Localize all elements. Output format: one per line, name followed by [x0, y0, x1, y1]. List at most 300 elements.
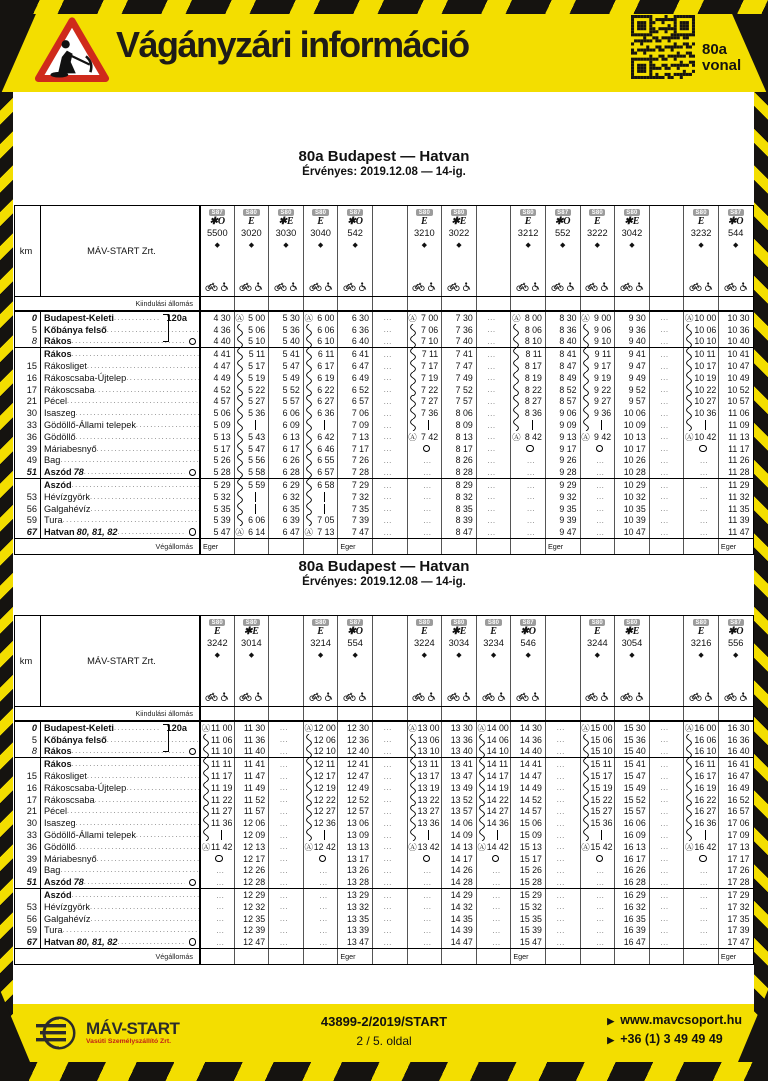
departure-time: 15 11 — [590, 759, 612, 770]
time-cell — [545, 841, 580, 853]
spacer-cell — [407, 297, 442, 310]
diamond-icon: ◆ — [560, 242, 566, 249]
pass-through-bar — [324, 420, 325, 430]
no-service-dots: ... — [660, 723, 669, 733]
no-service-dots: ... — [279, 890, 289, 900]
time-cell — [372, 515, 407, 527]
departure-time: 13 42 — [417, 841, 440, 852]
time-cell — [614, 865, 649, 877]
km-cell — [15, 782, 41, 794]
terminus-row — [15, 538, 753, 554]
time-cell — [545, 925, 580, 937]
km-cell — [15, 466, 41, 478]
time-cell — [476, 806, 511, 818]
table-row — [15, 336, 753, 349]
time-cell — [303, 782, 338, 794]
train-number: 3224 — [414, 638, 435, 648]
no-service-dots: ... — [423, 865, 432, 875]
time-cell — [441, 431, 476, 443]
time-cell — [199, 817, 234, 829]
time-cell — [303, 312, 338, 324]
departure-time: 11 10 — [211, 746, 233, 757]
time-cell — [683, 455, 718, 467]
station-name: Kőbánya felső — [44, 734, 107, 745]
train-type-symbol: ✱E — [278, 216, 294, 227]
wheelchair-icon — [531, 692, 540, 701]
km-cell — [15, 794, 41, 806]
departure-time: 15 57 — [623, 806, 646, 817]
departure-time: 6 40 — [351, 336, 369, 347]
bicycle-icon — [724, 692, 737, 701]
departure-time: 13 49 — [450, 782, 473, 793]
time-cell — [476, 913, 511, 925]
departure-time: 9 28 — [559, 467, 577, 478]
connecting-lines: 78 — [73, 877, 84, 888]
time-cell — [268, 443, 303, 455]
departure-time: 8 00 — [524, 312, 542, 323]
terminus-row — [15, 948, 753, 964]
time-cell — [337, 746, 372, 758]
departure-time: 4 57 — [213, 396, 231, 407]
departure-time: 9 35 — [559, 503, 577, 514]
time-cell — [337, 348, 372, 360]
no-service-dots: ... — [216, 877, 225, 887]
departure-time: 16 22 — [694, 794, 717, 805]
dot-leader — [107, 325, 199, 335]
departure-time: 6 47 — [351, 361, 369, 372]
time-cell — [234, 817, 269, 829]
time-cell — [476, 372, 511, 384]
departure-time: 7 13 — [317, 527, 335, 538]
time-cell — [372, 466, 407, 478]
time-cell — [580, 491, 615, 503]
time-cell — [337, 901, 372, 913]
diamond-icon: ◆ — [733, 242, 739, 249]
time-cell — [441, 817, 476, 829]
departure-time: 17 32 — [727, 901, 750, 912]
wavy-line-icon — [304, 454, 314, 466]
diamond-icon: ◆ — [594, 652, 601, 659]
spacer-cell — [718, 297, 753, 310]
wavy-line-icon — [477, 794, 487, 806]
departure-time: 6 41 — [351, 349, 369, 360]
table-row — [15, 396, 753, 408]
wavy-line-icon — [684, 794, 694, 806]
time-cell — [683, 396, 718, 408]
time-cell — [614, 853, 649, 865]
departure-time: 11 47 — [243, 771, 266, 782]
departure-time: 13 47 — [346, 937, 369, 948]
time-cell — [441, 901, 476, 913]
spacer-cell — [337, 297, 372, 310]
wavy-line-icon — [477, 734, 487, 746]
departure-time: 10 10 — [694, 336, 717, 347]
no-service-dots: ... — [383, 842, 392, 852]
time-cell — [545, 829, 580, 841]
time-cell — [337, 794, 372, 806]
footnote-a-icon: Ⓐ — [512, 432, 521, 442]
station-name-cell — [41, 925, 199, 937]
no-service-dots: ... — [556, 865, 565, 875]
station-name-cell — [41, 466, 199, 478]
departure-time: 7 17 — [421, 361, 439, 372]
time-cell — [510, 407, 545, 419]
km-value: 21 — [26, 396, 37, 407]
time-cell — [337, 479, 372, 491]
origin-row — [15, 707, 753, 722]
km-cell — [15, 479, 41, 491]
departure-time: 16 39 — [623, 925, 646, 936]
station-name: Hévízgyörk — [44, 491, 90, 502]
time-cell — [718, 865, 753, 877]
station-name: Aszód — [44, 480, 72, 491]
departure-time: 17 17 — [727, 853, 750, 864]
time-cell — [441, 746, 476, 758]
departure-time: 5 52 — [282, 384, 300, 395]
timetable-section-2 — [14, 558, 754, 965]
time-cell — [234, 466, 269, 478]
departure-time: 13 29 — [346, 890, 369, 901]
departure-time: 5 39 — [213, 515, 231, 526]
train-category-badge: S80 — [624, 209, 640, 216]
time-cell — [407, 419, 442, 431]
time-cell — [337, 407, 372, 419]
departure-time: 8 47 — [559, 361, 577, 372]
timetable-table-2 — [14, 615, 754, 965]
departure-time: 8 35 — [455, 503, 473, 514]
departure-time: 11 27 — [211, 806, 233, 817]
footnote-a-icon: Ⓐ — [304, 527, 314, 537]
departure-time: 16 29 — [623, 890, 646, 901]
time-cell — [234, 758, 269, 770]
terminus-circle-icon — [423, 445, 431, 453]
time-cell — [337, 829, 372, 841]
bicycle-icon — [309, 282, 322, 291]
spacer-cell — [683, 297, 718, 310]
train-number: 552 — [554, 228, 571, 238]
time-cell — [476, 407, 511, 419]
time-cell — [476, 336, 511, 348]
time-cell — [199, 491, 234, 503]
no-service-dots: ... — [423, 467, 432, 477]
departure-time: 11 42 — [211, 841, 233, 852]
time-cell — [234, 853, 269, 865]
footer-band — [0, 1004, 768, 1062]
time-cell — [268, 889, 303, 901]
departure-time: 16 26 — [623, 865, 646, 876]
wavy-line-icon — [581, 746, 591, 758]
time-cell — [545, 734, 580, 746]
train-category-badge: S87 — [209, 209, 225, 216]
time-cell — [683, 491, 718, 503]
departure-time: 12 09 — [243, 830, 266, 841]
no-service-dots: ... — [700, 492, 709, 502]
time-cell — [372, 479, 407, 491]
bicycle-icon — [551, 282, 564, 291]
departure-time: 9 17 — [594, 361, 612, 372]
terminus-cell — [407, 949, 442, 964]
departure-time: 11 57 — [243, 806, 266, 817]
service-icons — [205, 282, 229, 291]
departure-time: 5 59 — [248, 480, 266, 491]
time-cell — [234, 407, 269, 419]
wavy-line-icon — [408, 419, 418, 431]
departure-time: 17 09 — [727, 830, 750, 841]
departure-time: 10 17 — [623, 443, 646, 454]
time-cell — [649, 491, 684, 503]
departure-time: 13 57 — [450, 806, 473, 817]
departure-time: 9 39 — [559, 515, 577, 526]
wavy-line-icon — [477, 770, 487, 782]
time-cell — [407, 865, 442, 877]
time-cell — [545, 770, 580, 782]
no-service-dots: ... — [492, 865, 501, 875]
time-cell — [234, 419, 269, 431]
departure-time: 16 30 — [727, 722, 750, 733]
departure-time: 14 47 — [450, 937, 473, 948]
departure-time: 5 27 — [248, 396, 266, 407]
time-cell — [545, 794, 580, 806]
km-value: 17 — [26, 794, 37, 805]
terminus-cell — [545, 539, 580, 554]
train-header-stack — [408, 206, 442, 296]
departure-time: 10 27 — [694, 396, 717, 407]
time-cell — [441, 876, 476, 888]
departure-time: 14 49 — [519, 782, 542, 793]
time-cell — [476, 348, 511, 360]
no-service-dots: ... — [383, 515, 392, 525]
departure-time: 5 30 — [282, 312, 300, 323]
departure-time: 8 17 — [455, 443, 473, 454]
departure-time: 11 35 — [728, 503, 750, 514]
time-cell — [199, 936, 234, 948]
time-cell — [718, 455, 753, 467]
departure-time: 16 40 — [727, 746, 750, 757]
table-row — [15, 443, 753, 455]
time-cell — [372, 722, 407, 734]
hazard-stripe-top — [0, 0, 768, 14]
time-cell — [303, 936, 338, 948]
time-cell — [441, 443, 476, 455]
departure-time: 11 29 — [728, 480, 750, 491]
no-service-dots: ... — [660, 313, 669, 323]
spacer-cell — [372, 707, 407, 720]
wavy-line-icon — [684, 419, 694, 431]
wheelchair-icon — [220, 282, 229, 291]
km-cell — [15, 503, 41, 515]
no-service-dots: ... — [279, 723, 289, 733]
time-cell — [199, 770, 234, 782]
departure-time: 9 30 — [628, 312, 646, 323]
time-cell — [614, 526, 649, 538]
dot-leader — [126, 373, 199, 383]
table-row — [15, 479, 753, 491]
time-cell — [649, 312, 684, 324]
departure-time: 7 26 — [351, 455, 369, 466]
wavy-line-icon — [581, 805, 591, 817]
km-value: 67 — [26, 937, 37, 948]
departure-time: 9 36 — [594, 408, 612, 419]
departure-time: 11 40 — [243, 746, 266, 757]
train-header-stack — [201, 616, 234, 706]
time-cell — [510, 841, 545, 853]
no-service-dots: ... — [423, 504, 432, 514]
time-cell — [510, 372, 545, 384]
footnote-a-icon: Ⓐ — [408, 842, 417, 852]
departure-time: 8 27 — [524, 396, 542, 407]
no-service-dots: ... — [279, 842, 289, 852]
no-service-dots: ... — [556, 830, 565, 840]
diamond-icon: ◆ — [352, 652, 358, 659]
terminus-cell — [718, 539, 753, 554]
time-cell — [234, 889, 269, 901]
departure-time: 6 06 — [248, 515, 266, 526]
train-number: 3034 — [448, 638, 470, 648]
wavy-line-icon — [408, 384, 418, 396]
departure-time: 6 17 — [317, 361, 335, 372]
departure-time: 6 57 — [351, 396, 369, 407]
time-cell — [649, 936, 684, 948]
table-row — [15, 526, 753, 538]
train-type-symbol: ✱E — [624, 216, 640, 227]
time-cell — [199, 431, 234, 443]
km-cell — [15, 491, 41, 503]
time-cell — [407, 466, 442, 478]
departure-time: 5 58 — [248, 467, 266, 478]
departure-time: 10 39 — [623, 515, 646, 526]
time-cell — [510, 348, 545, 360]
time-cell — [199, 901, 234, 913]
time-cell — [303, 431, 338, 443]
departure-time: 12 17 — [313, 771, 336, 782]
no-service-dots: ... — [487, 361, 496, 371]
departure-time: 10 52 — [727, 384, 750, 395]
time-cell — [614, 817, 649, 829]
time-cell — [303, 479, 338, 491]
train-category-badge: S87 — [555, 209, 571, 216]
train-header-stack — [408, 616, 442, 706]
connecting-lines: 80, 81, 82 — [76, 527, 118, 538]
no-service-dots: ... — [423, 455, 432, 465]
station-name-cell — [41, 936, 199, 948]
footnote-a-icon: Ⓐ — [581, 313, 590, 323]
dot-leader — [67, 806, 199, 816]
departure-time: 16 17 — [623, 853, 646, 864]
time-cell — [614, 324, 649, 336]
time-cell — [580, 348, 615, 360]
time-cell — [268, 360, 303, 372]
time-cell — [614, 491, 649, 503]
departure-time: 4 36 — [213, 324, 231, 335]
wavy-line-icon — [304, 503, 314, 515]
wavy-line-icon — [201, 734, 211, 746]
time-cell — [199, 419, 234, 431]
bicycle-icon — [274, 282, 287, 291]
departure-time: 13 28 — [346, 877, 369, 888]
spacer-cell — [234, 707, 269, 720]
departure-time: 16 57 — [727, 806, 750, 817]
spacer-cell — [614, 707, 649, 720]
time-cell — [441, 865, 476, 877]
departure-time: 16 36 — [694, 818, 717, 829]
bicycle-icon — [516, 692, 529, 701]
time-cell — [337, 324, 372, 336]
train-header-stack — [304, 206, 338, 296]
time-cell — [268, 455, 303, 467]
service-icons — [689, 282, 713, 291]
dot-leader — [76, 408, 199, 418]
departure-time: 14 32 — [450, 901, 473, 912]
departure-time: 5 28 — [213, 467, 231, 478]
arrow-icon: ▶ — [607, 1016, 615, 1026]
bicycle-icon — [585, 692, 598, 701]
departure-time: 16 11 — [694, 759, 716, 770]
time-cell — [683, 372, 718, 384]
departure-time: 15 28 — [519, 877, 542, 888]
train-category-badge: S80 — [693, 209, 709, 216]
table-row — [15, 734, 753, 746]
time-cell — [580, 782, 615, 794]
departure-time: 14 27 — [486, 806, 509, 817]
table-row — [15, 794, 753, 806]
departure-time: 6 35 — [282, 503, 300, 514]
spacer-cell — [234, 297, 269, 310]
time-cell — [199, 503, 234, 515]
pass-through-bar — [705, 830, 706, 840]
wavy-line-icon — [304, 758, 314, 770]
departure-time: 13 06 — [346, 818, 369, 829]
time-cell — [303, 806, 338, 818]
empty-column-header — [372, 206, 407, 296]
time-cell — [545, 901, 580, 913]
time-cell — [372, 324, 407, 336]
departure-time: 9 41 — [628, 349, 646, 360]
km-cell — [15, 925, 41, 937]
table-row — [15, 360, 753, 372]
departure-time: 11 06 — [211, 734, 233, 745]
no-service-dots: ... — [660, 818, 669, 828]
train-number: 3210 — [414, 228, 435, 238]
train-column-header — [337, 206, 372, 296]
departure-time: 12 06 — [313, 734, 336, 745]
departure-time: 16 47 — [727, 771, 750, 782]
wavy-line-icon — [201, 829, 211, 841]
time-cell — [372, 841, 407, 853]
departure-time: 9 29 — [559, 480, 577, 491]
train-header-stack — [477, 616, 511, 706]
time-cell — [303, 913, 338, 925]
time-cell — [614, 925, 649, 937]
no-service-dots: ... — [487, 467, 496, 477]
section-title: 80a Budapest — Hatvan — [298, 558, 470, 575]
train-column-header — [268, 206, 303, 296]
time-cell — [199, 782, 234, 794]
document-reference: 43899-2/2019/START — [320, 1014, 448, 1029]
departure-time: 10 36 — [727, 324, 750, 335]
departure-time: 7 35 — [351, 503, 369, 514]
departure-time: 5 43 — [248, 431, 266, 442]
dot-leader — [76, 432, 199, 442]
km-cell — [15, 734, 41, 746]
time-cell — [510, 396, 545, 408]
time-cell — [545, 360, 580, 372]
no-service-dots: ... — [527, 515, 536, 525]
time-cell — [372, 806, 407, 818]
table-header-row — [15, 206, 753, 297]
wavy-line-icon — [235, 491, 245, 503]
time-cell — [649, 455, 684, 467]
train-column-header — [199, 616, 234, 706]
